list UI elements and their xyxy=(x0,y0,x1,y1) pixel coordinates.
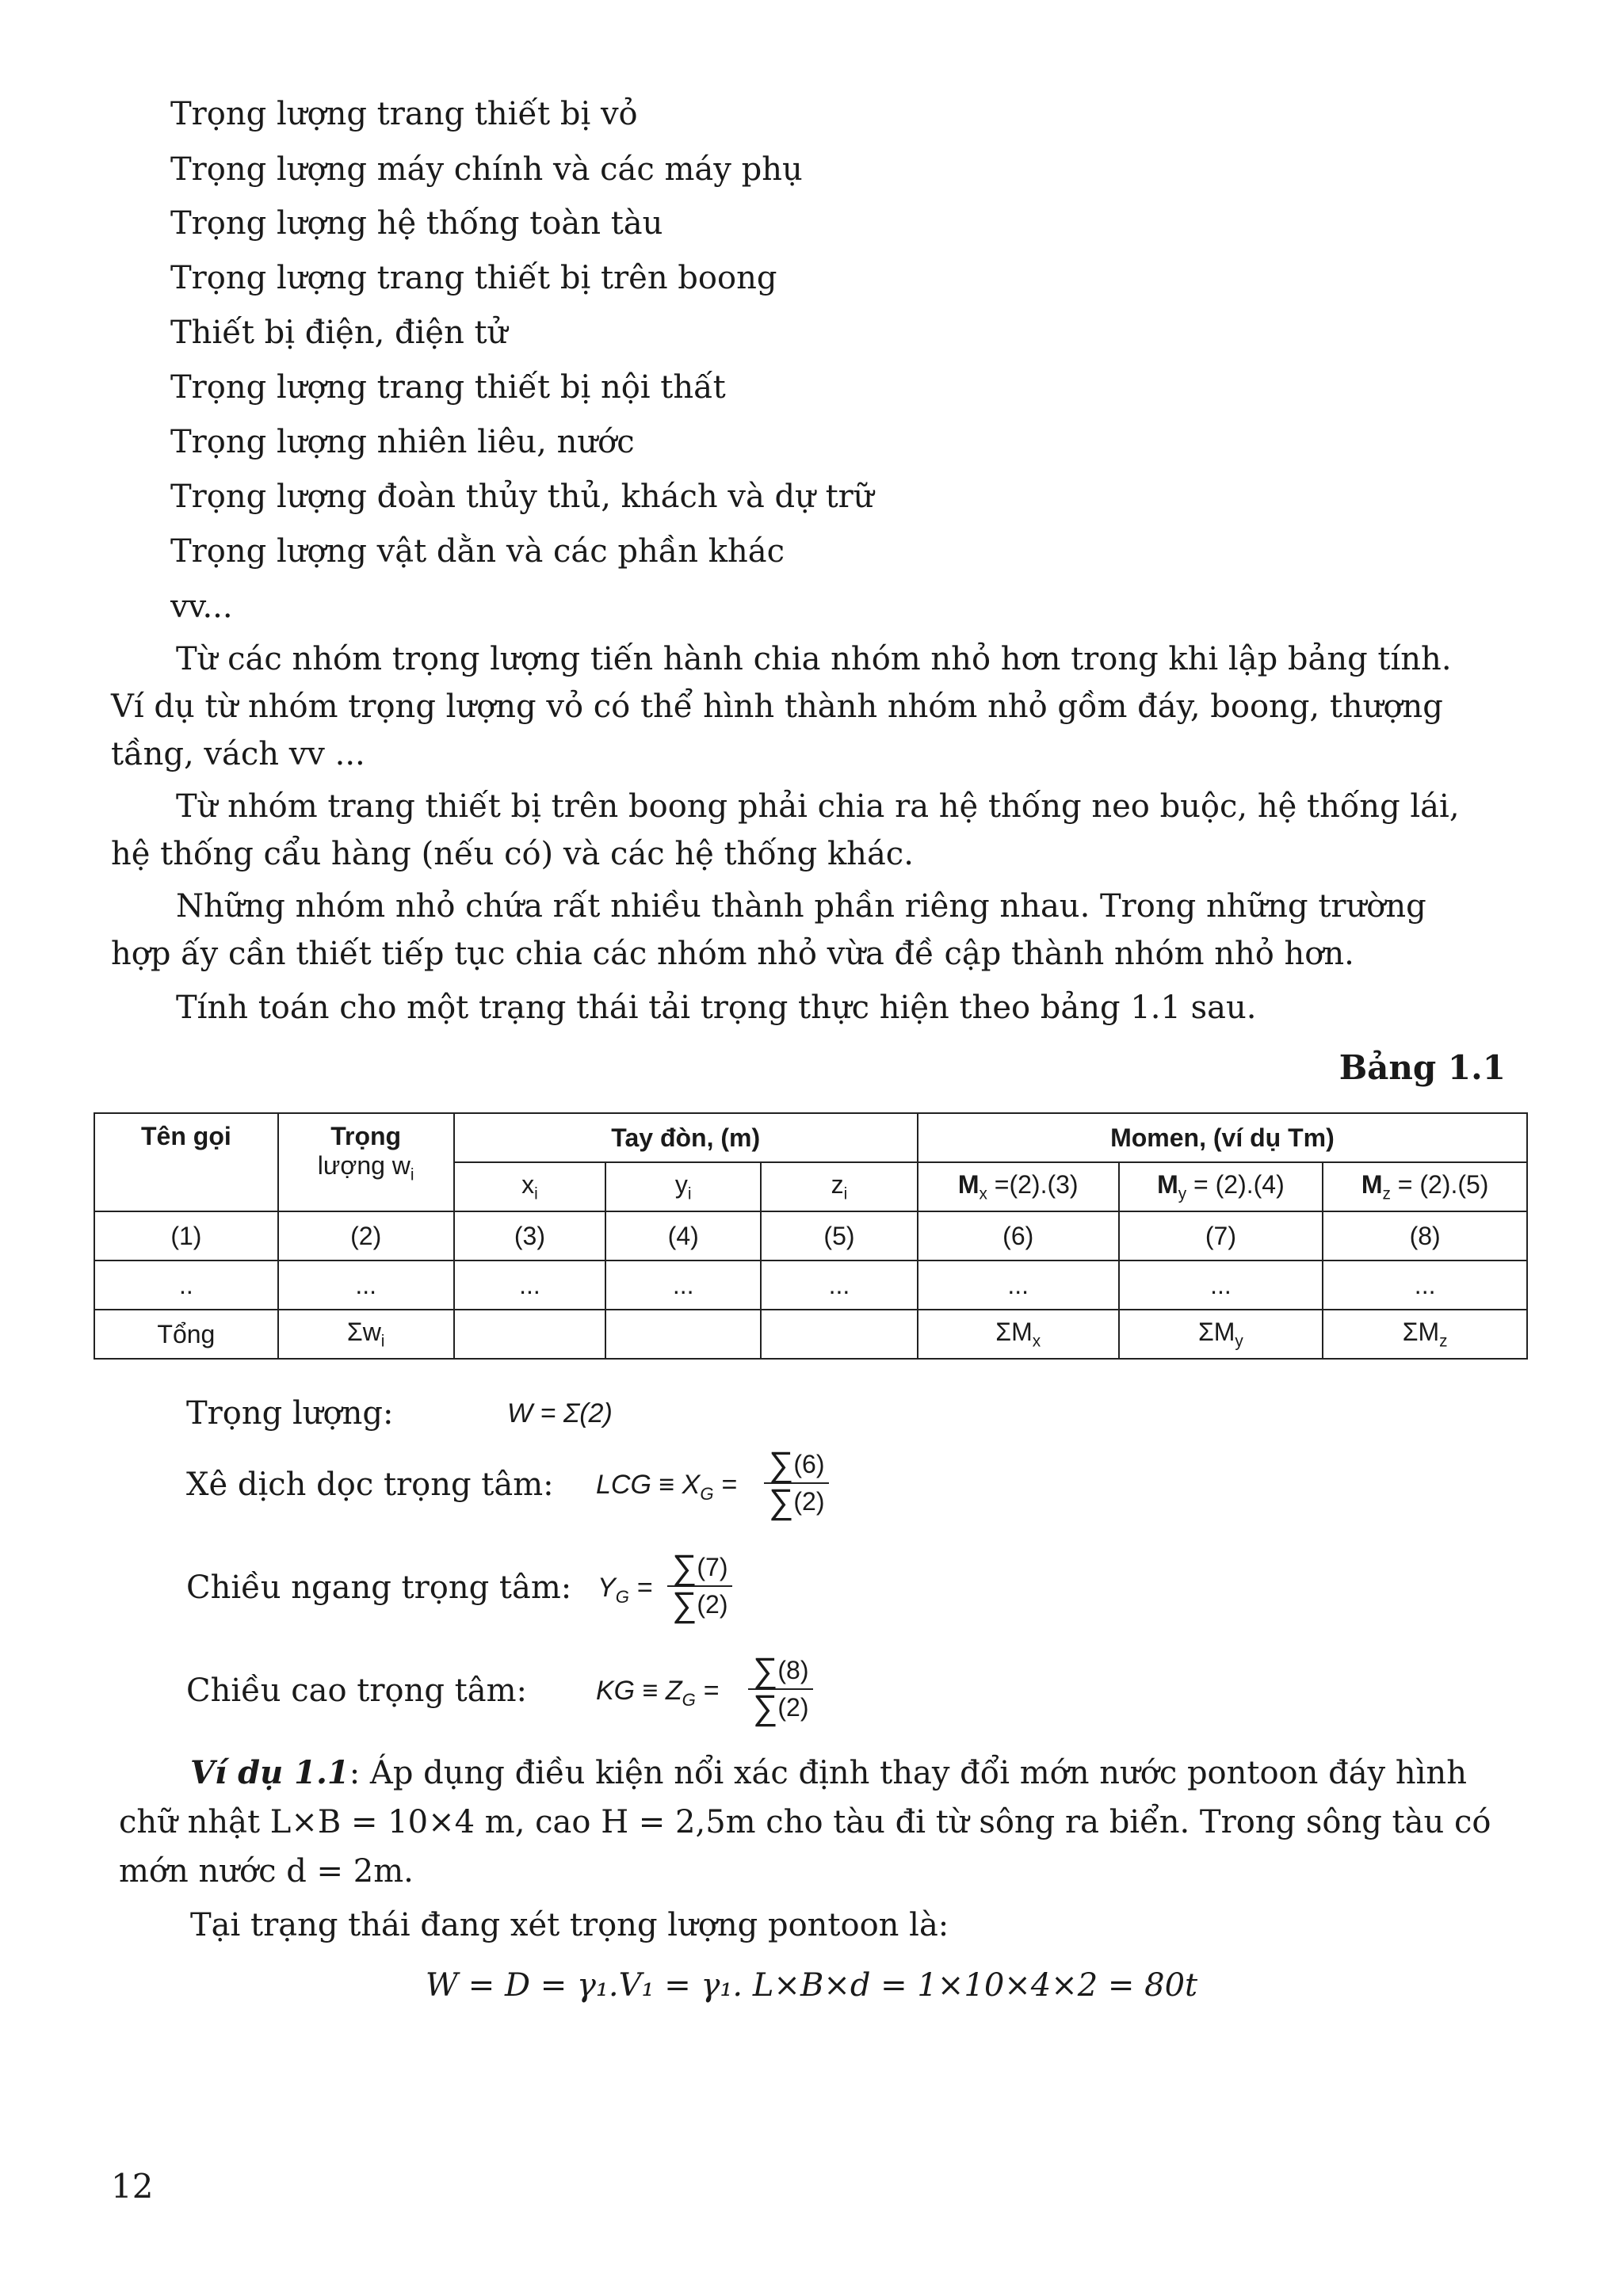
formula-kg: KG ≡ $Z_G$ = xyxy=(596,1676,720,1710)
table-caption: Bảng 1.1 xyxy=(1338,1048,1506,1087)
table-cell xyxy=(454,1310,606,1359)
fraction-lcg: $\frac{\sum(6)}{\sum(2)}$ xyxy=(764,1447,829,1520)
table-cell: ... xyxy=(454,1261,606,1310)
list-item: Trọng lượng đoàn thủy thủ, khách và dự trữ xyxy=(170,479,874,515)
table-cell: (8) xyxy=(1323,1211,1527,1261)
example-line: Tại trạng thái đang xét trọng lượng pontoon là: xyxy=(190,1907,949,1943)
table-cell xyxy=(605,1310,761,1359)
table-cell: $\Sigma M_z$ xyxy=(1323,1310,1527,1359)
table-cell: ... xyxy=(761,1261,918,1310)
formula-label-lcg: Xê dịch dọc trọng tâm: xyxy=(186,1466,554,1503)
list-item: Trọng lượng hệ thống toàn tàu xyxy=(170,205,663,242)
header-y: $y_i$ xyxy=(605,1162,761,1211)
table-cell xyxy=(761,1310,918,1359)
table-cell: Tổng xyxy=(94,1310,278,1359)
header-name: Tên gọi xyxy=(94,1113,278,1211)
weight-table xyxy=(94,1112,1528,1360)
header-my: $M_y = (2).(4)$ xyxy=(1119,1162,1323,1211)
table-cell: (5) xyxy=(761,1211,918,1261)
list-item: Trọng lượng trang thiết bị vỏ xyxy=(170,96,638,132)
formula-lcg: LCG ≡ $X_G$ = xyxy=(596,1470,737,1504)
table-row-total xyxy=(94,1310,1527,1359)
table-row xyxy=(94,1211,1527,1261)
paragraph-line: Ví dụ từ nhóm trọng lượng vỏ có thể hình thành nhóm nhỏ gồm đáy, boong, thượng xyxy=(111,688,1443,725)
formula-yg: $Y_G$ = xyxy=(598,1573,653,1607)
example-equation: W = D = γ₁.V₁ = γ₁. L×B×d = 1×10×4×2 = 80t xyxy=(425,1967,1198,2004)
list-item: Thiết bị điện, điện tử xyxy=(170,315,508,351)
table-cell: $\Sigma w_i$ xyxy=(278,1310,454,1359)
header-mz: $M_z = (2).(5)$ xyxy=(1323,1162,1527,1211)
table-cell: ... xyxy=(1323,1261,1527,1310)
table-cell: .. xyxy=(94,1261,278,1310)
table-cell: $\Sigma M_x$ xyxy=(918,1310,1119,1359)
list-item: Trọng lượng vật dằn và các phần khác xyxy=(170,533,785,570)
paragraph-line: Tính toán cho một trạng thái tải trọng thực hiện theo bảng 1.1 sau. xyxy=(176,990,1257,1026)
list-item: Trọng lượng trang thiết bị nội thất xyxy=(170,369,726,406)
header-moment: Momen, (ví dụ Tm) xyxy=(918,1113,1527,1162)
table-row xyxy=(94,1261,1527,1310)
table-cell: ... xyxy=(605,1261,761,1310)
list-item: Trọng lượng máy chính và các máy phụ xyxy=(170,151,803,188)
table-cell: (4) xyxy=(605,1211,761,1261)
header-mx: $M_x =(2).(3)$ xyxy=(918,1162,1119,1211)
list-item: vv... xyxy=(170,589,233,625)
header-arm: Tay đòn, (m) xyxy=(454,1113,918,1162)
header-weight: Trọng lượng $w_i$ xyxy=(278,1113,454,1211)
example-line: Ví dụ 1.1: Áp dụng điều kiện nổi xác định thay đổi mớn nước pontoon đáy hình xyxy=(190,1754,1467,1791)
page-number: 12 xyxy=(111,2167,154,2206)
list-item: Trọng lượng nhiên liêu, nước xyxy=(170,424,635,460)
table-cell: (7) xyxy=(1119,1211,1323,1261)
formula-label-kg: Chiều cao trọng tâm: xyxy=(186,1672,527,1709)
table-cell: (6) xyxy=(918,1211,1119,1261)
table-cell: ... xyxy=(278,1261,454,1310)
formula-label-yg: Chiều ngang trọng tâm: xyxy=(186,1569,572,1606)
table-cell: (1) xyxy=(94,1211,278,1261)
table-cell: $\Sigma M_y$ xyxy=(1119,1310,1323,1359)
formula-label-weight: Trọng lượng: xyxy=(186,1395,394,1432)
formula-weight: W = Σ(2) xyxy=(507,1398,613,1428)
table-cell: ... xyxy=(1119,1261,1323,1310)
fraction-kg: $\frac{\sum(8)}{\sum(2)}$ xyxy=(748,1653,813,1726)
paragraph-line: Từ các nhóm trọng lượng tiến hành chia nhóm nhỏ hơn trong khi lập bảng tính. xyxy=(176,641,1452,677)
fraction-yg: $\frac{\sum(7)}{\sum(2)}$ xyxy=(667,1550,732,1623)
header-x: $x_i$ xyxy=(454,1162,606,1211)
table-cell: (3) xyxy=(454,1211,606,1261)
table-cell: (2) xyxy=(278,1211,454,1261)
paragraph-line: hệ thống cẩu hàng (nếu có) và các hệ thống khác. xyxy=(111,836,914,872)
paragraph-line: Từ nhóm trang thiết bị trên boong phải chia ra hệ thống neo buộc, hệ thống lái, xyxy=(176,788,1460,825)
paragraph-line: hợp ấy cần thiết tiếp tục chia các nhóm nhỏ vừa đề cập thành nhóm nhỏ hơn. xyxy=(111,936,1354,972)
example-line: chữ nhật L×B = 10×4 m, cao H = 2,5m cho tàu đi từ sông ra biển. Trong sông tàu có xyxy=(119,1804,1491,1840)
paragraph-line: Những nhóm nhỏ chứa rất nhiều thành phần riêng nhau. Trong những trường xyxy=(176,888,1426,925)
paragraph-line: tầng, vách vv ... xyxy=(111,736,365,772)
header-z: $z_i$ xyxy=(761,1162,918,1211)
table-cell: ... xyxy=(918,1261,1119,1310)
list-item: Trọng lượng trang thiết bị trên boong xyxy=(170,260,777,296)
example-line: mớn nước d = 2m. xyxy=(119,1853,414,1890)
